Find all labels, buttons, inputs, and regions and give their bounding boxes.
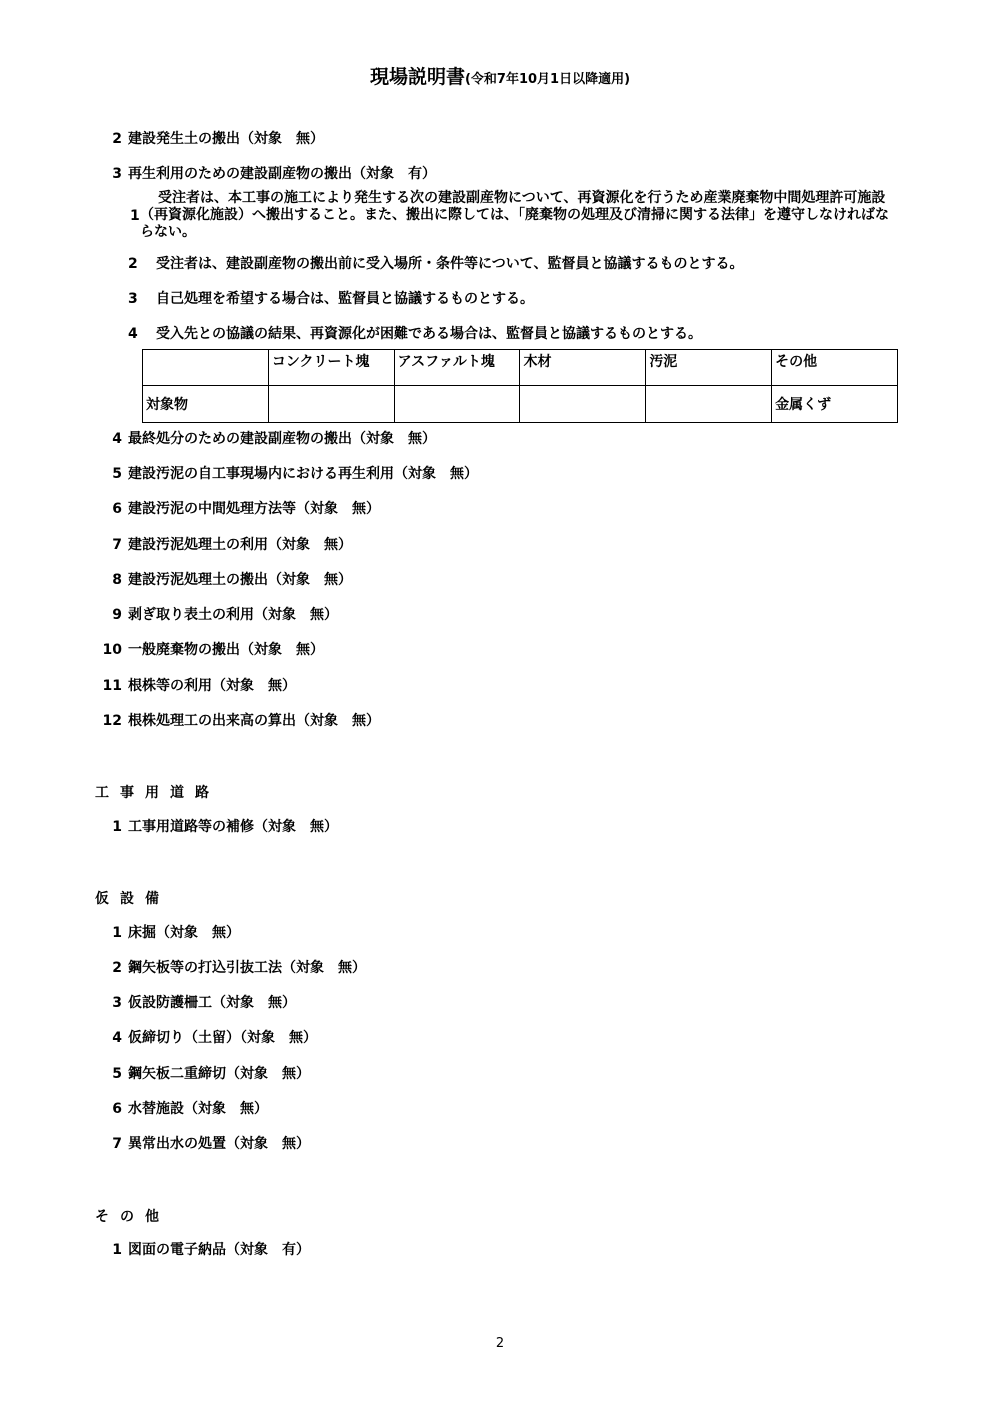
table-cell: [646, 386, 772, 423]
list-item: 5 鋼矢板二重締切（対象 無）: [112, 1066, 310, 1082]
list-item: 6 水替施設（対象 無）: [112, 1101, 268, 1117]
sub-item: 2 受注者は、建設副産物の搬出前に受入場所・条件等について、監督員と協議するものとする。: [128, 256, 744, 272]
table-cell: [394, 386, 520, 423]
page-title: [0, 62, 1000, 89]
waste-table: [142, 349, 898, 423]
sub-item: 3 自己処理を希望する場合は、監督員と協議するものとする。: [128, 291, 534, 307]
list-item: 2 建設発生土の搬出（対象 無）: [112, 131, 324, 147]
list-item: 8 建設汚泥処理土の搬出（対象 無）: [112, 572, 352, 588]
table-header-cell: コンクリート塊: [268, 350, 394, 386]
table-header-cell: アスファルト塊: [394, 350, 520, 386]
list-item: 1 工事用道路等の補修（対象 無）: [112, 819, 338, 835]
table-header-cell: その他: [772, 350, 898, 386]
list-item: 4 最終処分のための建設副産物の搬出（対象 無）: [112, 431, 436, 447]
table-row: [143, 386, 898, 423]
list-item: 12 根株処理工の出来高の算出（対象 無）: [102, 713, 380, 729]
section-heading-other: その他: [95, 1209, 170, 1225]
sub-item: 4 受入先との協議の結果、再資源化が困難である場合は、監督員と協議するものとする。: [128, 326, 702, 342]
table-cell: [268, 386, 394, 423]
list-item: 6 建設汚泥の中間処理方法等（対象 無）: [112, 501, 380, 517]
list-item: 3 再生利用のための建設副産物の搬出（対象 有）: [112, 166, 436, 182]
list-item: 11 根株等の利用（対象 無）: [102, 678, 296, 694]
list-item: 10 一般廃棄物の搬出（対象 無）: [102, 642, 324, 658]
list-item: 4 仮締切り（土留）（対象 無）: [112, 1030, 317, 1046]
table-header-cell: 汚泥: [646, 350, 772, 386]
list-item: 3 仮設防護柵工（対象 無）: [112, 995, 296, 1011]
title-sub: (令和7年10月1日以降適用): [464, 72, 631, 87]
section-heading-temporary: 仮設備: [95, 891, 170, 907]
table-header-cell: [143, 350, 269, 386]
list-item: 7 建設汚泥処理土の利用（対象 無）: [112, 537, 352, 553]
table-cell: 対象物: [143, 386, 269, 423]
section-heading-road: 工事用道路: [95, 785, 220, 801]
list-item: 1 図面の電子納品（対象 有）: [112, 1242, 310, 1258]
page-number: 2: [495, 1336, 505, 1351]
paragraph-1: 1 受注者は、本工事の施工により発生する次の建設副産物について、再資源化を行うため産業廃棄物中間処理許可施設（再資源化施設）へ搬出すること。また、搬出に際しては、「廃棄物の処理及び清掃に関する法律」を遵守しなければならない。: [130, 190, 889, 240]
table-cell: 金属くず: [772, 386, 898, 423]
list-item: 1 床掘（対象 無）: [112, 925, 240, 941]
table-header-row: [143, 350, 898, 386]
list-item: 9 剥ぎ取り表土の利用（対象 無）: [112, 607, 338, 623]
list-item: 7 異常出水の処置（対象 無）: [112, 1136, 310, 1152]
list-item: 2 鋼矢板等の打込引抜工法（対象 無）: [112, 960, 366, 976]
list-item: 5 建設汚泥の自工事現場内における再生利用（対象 無）: [112, 466, 478, 482]
title-main: 現場説明書: [369, 66, 465, 88]
table-header-cell: 木材: [520, 350, 646, 386]
table-cell: [520, 386, 646, 423]
